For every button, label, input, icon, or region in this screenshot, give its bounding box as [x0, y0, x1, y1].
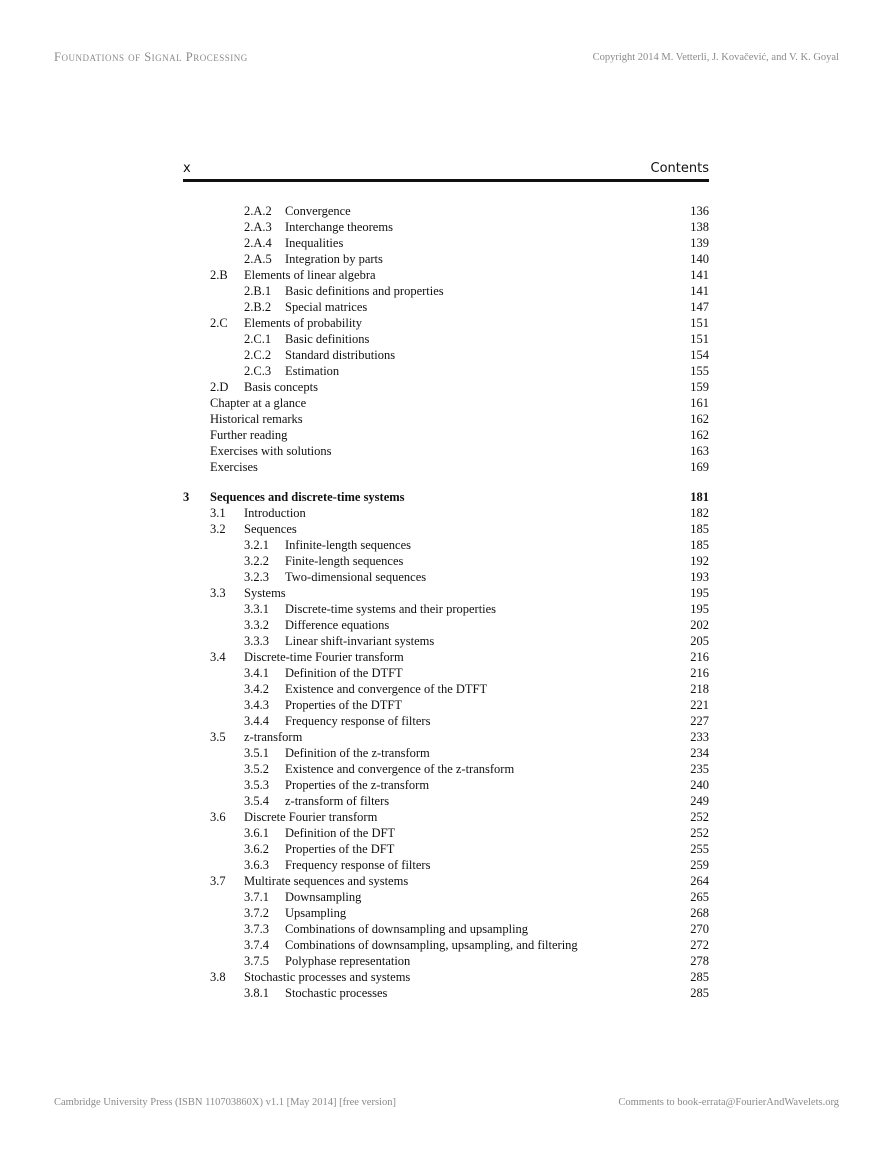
- toc-entry-number: 3.7.4: [244, 938, 269, 952]
- toc-entry-page: 259: [690, 858, 709, 872]
- toc-entry-number: 2.B.2: [244, 300, 272, 314]
- toc-entry-title: Standard distributions: [285, 348, 396, 362]
- toc-entry-title: Discrete-time Fourier transform: [244, 650, 404, 664]
- toc-section[interactable]: [183, 315, 709, 331]
- toc-entry-title: Finite-length sequences: [285, 554, 404, 568]
- toc-entry-page: 252: [690, 826, 709, 840]
- toc-entry-page: 205: [690, 634, 709, 648]
- toc-entry-page: 270: [690, 922, 709, 936]
- toc-entry-page: 265: [690, 890, 709, 904]
- toc-section[interactable]: [183, 521, 709, 537]
- toc-entry-number: 3.6.2: [244, 842, 269, 856]
- toc-entry-number: 2.B: [210, 268, 228, 282]
- toc-entry-number: 3.2.1: [244, 538, 269, 552]
- toc-entry-page: 255: [690, 842, 709, 856]
- toc-entry-page: 154: [690, 348, 709, 362]
- toc-entry-title: Inequalities: [285, 236, 344, 250]
- toc-entry-number: 3.2.3: [244, 570, 269, 584]
- toc-subsection[interactable]: [183, 617, 709, 633]
- toc-entry-number: 3.4.3: [244, 698, 269, 712]
- toc-entry-title: Frequency response of filters: [285, 714, 431, 728]
- toc-entry-number: 2.B.1: [244, 284, 272, 298]
- toc-entry-number: 3.7.3: [244, 922, 269, 936]
- toc-entry-title: Discrete-time systems and their properties: [285, 602, 497, 616]
- toc-entry-title: Basic definitions and properties: [285, 284, 444, 298]
- toc-entry-title: Polyphase representation: [285, 954, 411, 968]
- toc-entry-number: 2.C.1: [244, 332, 272, 346]
- toc-entry-page: 235: [690, 762, 709, 776]
- toc-entry-page: 169: [690, 460, 709, 474]
- toc-section[interactable]: [183, 873, 709, 889]
- toc-entry-title: Estimation: [285, 364, 340, 378]
- toc-entry-title: Discrete Fourier transform: [244, 810, 378, 824]
- toc-subsection[interactable]: [183, 331, 709, 347]
- toc-entry-page: 278: [690, 954, 709, 968]
- toc-entry-page: 159: [690, 380, 709, 394]
- publisher-footer: Cambridge University Press (ISBN 110703860X) v1.1 [May 2014] [free version]: [54, 1097, 396, 1108]
- toc-entry-title: Exercises: [210, 460, 258, 474]
- toc-entry-title: Combinations of downsampling, upsampling, and filtering: [285, 938, 578, 952]
- toc-entry-number: 3.5.3: [244, 778, 269, 792]
- header-rule: [183, 179, 709, 182]
- toc-entry-page: 192: [690, 554, 709, 568]
- toc-entry-title: Integration by parts: [285, 252, 383, 266]
- toc-entry-number: 3.8.1: [244, 986, 269, 1000]
- toc-entry-number: 2.A.5: [244, 252, 272, 266]
- toc-entry-number: 3.3.3: [244, 634, 269, 648]
- toc-subsection[interactable]: [183, 825, 709, 841]
- toc-entry-number: 3.3.2: [244, 618, 269, 632]
- toc-subsection[interactable]: [183, 761, 709, 777]
- toc-subsection[interactable]: [183, 889, 709, 905]
- toc-entry-page: 136: [690, 204, 709, 218]
- toc-subsection[interactable]: [183, 299, 709, 315]
- toc-entry-number: 3.7.2: [244, 906, 269, 920]
- toc-entry-number: 3.6.1: [244, 826, 269, 840]
- toc-subsection[interactable]: [183, 937, 709, 953]
- toc-entry-page: 234: [690, 746, 709, 760]
- toc-entry-title: Further reading: [210, 428, 288, 442]
- toc-entry-title: Properties of the DFT: [285, 842, 395, 856]
- toc-entry-title: Properties of the z-transform: [285, 778, 430, 792]
- toc-entry-title: z-transform of filters: [285, 794, 390, 808]
- toc-entry-number: 3: [183, 490, 190, 504]
- toc-entry-page: 268: [690, 906, 709, 920]
- toc-entry-page: 264: [690, 874, 709, 888]
- toc-entry-title: Existence and convergence of the z-transform: [285, 762, 515, 776]
- toc-entry-number: 3.1: [210, 506, 226, 520]
- toc-entry-page: 233: [690, 730, 709, 744]
- toc-subsection[interactable]: [183, 537, 709, 553]
- toc-entry-title: Sequences and discrete-time systems: [210, 490, 405, 504]
- toc-entry-page: 285: [690, 970, 709, 984]
- toc-section[interactable]: [183, 969, 709, 985]
- toc-entry-page: 162: [690, 428, 709, 442]
- chapter-gap: [183, 475, 709, 489]
- toc-entry-title: Stochastic processes: [285, 986, 388, 1000]
- toc-entry-title: Two-dimensional sequences: [285, 570, 427, 584]
- toc-subsection[interactable]: [183, 203, 709, 219]
- toc-entry-page: 193: [690, 570, 709, 584]
- toc-entry-page: 285: [690, 986, 709, 1000]
- toc-subsection[interactable]: [183, 363, 709, 379]
- toc-section[interactable]: [183, 505, 709, 521]
- toc-subsection[interactable]: [183, 777, 709, 793]
- toc-entry-page: 161: [690, 396, 709, 410]
- toc-subsection[interactable]: [183, 697, 709, 713]
- toc-subsection[interactable]: [183, 601, 709, 617]
- toc-entry-title: Stochastic processes and systems: [244, 970, 411, 984]
- toc-subsection[interactable]: [183, 665, 709, 681]
- toc-entry-page: 139: [690, 236, 709, 250]
- toc-section[interactable]: [183, 395, 709, 411]
- toc-subsection[interactable]: [183, 841, 709, 857]
- toc-section[interactable]: [183, 459, 709, 475]
- toc-entry-page: 147: [690, 300, 709, 314]
- toc-entry-number: 2.C.2: [244, 348, 272, 362]
- toc-entry-title: Definition of the DTFT: [285, 666, 403, 680]
- toc-entry-title: Definition of the z-transform: [285, 746, 430, 760]
- toc-entry-number: 3.7.5: [244, 954, 269, 968]
- toc-subsection[interactable]: [183, 553, 709, 569]
- toc-entry-number: 3.3: [210, 586, 226, 600]
- toc-entry-title: Existence and convergence of the DTFT: [285, 682, 488, 696]
- toc-entry-number: 3.2.2: [244, 554, 269, 568]
- toc-entry-number: 3.4.4: [244, 714, 269, 728]
- toc-entry-title: Elements of probability: [244, 316, 363, 330]
- toc-entry-title: Interchange theorems: [285, 220, 393, 234]
- toc-entry-page: 249: [690, 794, 709, 808]
- toc-entry-title: Downsampling: [285, 890, 362, 904]
- toc-entry-number: 3.6: [210, 810, 226, 824]
- toc-entry-number: 3.6.3: [244, 858, 269, 872]
- toc-section[interactable]: [183, 729, 709, 745]
- toc-entry-page: 185: [690, 522, 709, 536]
- table-of-contents: [183, 203, 709, 1001]
- toc-entry-number: 3.4.2: [244, 682, 269, 696]
- running-head: [183, 161, 709, 179]
- toc-entry-number: 2.A.4: [244, 236, 272, 250]
- toc-entry-page: 227: [690, 714, 709, 728]
- toc-entry-title: Linear shift-invariant systems: [285, 634, 435, 648]
- toc-subsection[interactable]: [183, 953, 709, 969]
- toc-entry-number: 2.C: [210, 316, 228, 330]
- toc-entry-title: Elements of linear algebra: [244, 268, 376, 282]
- toc-entry-number: 3.4.1: [244, 666, 269, 680]
- toc-subsection[interactable]: [183, 633, 709, 649]
- toc-subsection[interactable]: [183, 569, 709, 585]
- toc-subsection[interactable]: [183, 921, 709, 937]
- toc-entry-number: 2.A.3: [244, 220, 272, 234]
- toc-entry-page: 240: [690, 778, 709, 792]
- toc-entry-number: 3.2: [210, 522, 226, 536]
- toc-entry-title: Upsampling: [285, 906, 347, 920]
- toc-entry-title: Introduction: [244, 506, 306, 520]
- toc-subsection[interactable]: [183, 905, 709, 921]
- errata-footer: Comments to book-errata@FourierAndWavelets.org: [618, 1097, 839, 1108]
- toc-subsection[interactable]: [183, 283, 709, 299]
- toc-entry-title: Basis concepts: [244, 380, 318, 394]
- toc-section[interactable]: [183, 443, 709, 459]
- toc-entry-page: 151: [690, 316, 709, 330]
- toc-entry-page: 151: [690, 332, 709, 346]
- toc-entry-title: Multirate sequences and systems: [244, 874, 409, 888]
- toc-entry-page: 221: [690, 698, 709, 712]
- toc-entry-page: 162: [690, 412, 709, 426]
- toc-entry-title: Sequences: [244, 522, 297, 536]
- toc-entry-page: 181: [690, 490, 709, 504]
- toc-entry-number: 3.5.2: [244, 762, 269, 776]
- toc-entry-title: Systems: [244, 586, 286, 600]
- toc-entry-number: 3.3.1: [244, 602, 269, 616]
- toc-entry-title: z-transform: [244, 730, 303, 744]
- copyright-header: Copyright 2014 M. Vetterli, J. Kovačević, and V. K. Goyal: [592, 52, 839, 63]
- toc-section[interactable]: [183, 267, 709, 283]
- toc-section[interactable]: [183, 379, 709, 395]
- toc-entry-page: 216: [690, 650, 709, 664]
- toc-section[interactable]: [183, 427, 709, 443]
- toc-entry-number: 2.A.2: [244, 204, 272, 218]
- toc-subsection[interactable]: [183, 745, 709, 761]
- toc-entry-number: 3.8: [210, 970, 226, 984]
- toc-section[interactable]: [183, 585, 709, 601]
- toc-entry-title: Difference equations: [285, 618, 390, 632]
- toc-section[interactable]: [183, 649, 709, 665]
- toc-entry-title: Definition of the DFT: [285, 826, 396, 840]
- toc-entry-number: 3.7.1: [244, 890, 269, 904]
- toc-entry-page: 163: [690, 444, 709, 458]
- toc-section[interactable]: [183, 809, 709, 825]
- book-title-header: Foundations of Signal Processing: [54, 50, 248, 64]
- toc-entry-page: 138: [690, 220, 709, 234]
- toc-section[interactable]: [183, 411, 709, 427]
- toc-entry-number: 3.5: [210, 730, 226, 744]
- toc-entry-title: Chapter at a glance: [210, 396, 307, 410]
- toc-entry-page: 216: [690, 666, 709, 680]
- toc-entry-title: Exercises with solutions: [210, 444, 332, 458]
- toc-entry-title: Special matrices: [285, 300, 368, 314]
- toc-entry-title: Basic definitions: [285, 332, 370, 346]
- toc-entry-number: 3.5.1: [244, 746, 269, 760]
- toc-subsection[interactable]: [183, 857, 709, 873]
- toc-entry-page: 182: [690, 506, 709, 520]
- toc-entry-page: 140: [690, 252, 709, 266]
- toc-subsection[interactable]: [183, 235, 709, 251]
- toc-entry-page: 218: [690, 682, 709, 696]
- toc-subsection[interactable]: [183, 347, 709, 363]
- toc-entry-number: 2.C.3: [244, 364, 272, 378]
- toc-subsection[interactable]: [183, 251, 709, 267]
- toc-subsection[interactable]: [183, 793, 709, 809]
- toc-entry-title: Combinations of downsampling and upsampling: [285, 922, 529, 936]
- toc-entry-title: Convergence: [285, 204, 351, 218]
- toc-subsection[interactable]: [183, 713, 709, 729]
- toc-subsection[interactable]: [183, 985, 709, 1001]
- toc-entry-page: 272: [690, 938, 709, 952]
- toc-entry-number: 3.5.4: [244, 794, 269, 808]
- running-title: Contents: [650, 161, 709, 176]
- toc-entry-title: Historical remarks: [210, 412, 303, 426]
- toc-entry-page: 202: [690, 618, 709, 632]
- toc-entry-page: 141: [690, 268, 709, 282]
- toc-entry-page: 155: [690, 364, 709, 378]
- toc-entry-number: 2.D: [210, 380, 229, 394]
- toc-entry-page: 252: [690, 810, 709, 824]
- toc-entry-page: 185: [690, 538, 709, 552]
- toc-entry-title: Properties of the DTFT: [285, 698, 402, 712]
- toc-entry-page: 195: [690, 586, 709, 600]
- toc-subsection[interactable]: [183, 219, 709, 235]
- toc-entry-title: Infinite-length sequences: [285, 538, 411, 552]
- toc-entry-page: 141: [690, 284, 709, 298]
- toc-subsection[interactable]: [183, 681, 709, 697]
- toc-chapter[interactable]: [183, 489, 709, 505]
- toc-entry-number: 3.7: [210, 874, 226, 888]
- toc-entry-page: 195: [690, 602, 709, 616]
- toc-entry-title: Frequency response of filters: [285, 858, 431, 872]
- toc-entry-number: 3.4: [210, 650, 226, 664]
- page-number: x: [183, 161, 191, 176]
